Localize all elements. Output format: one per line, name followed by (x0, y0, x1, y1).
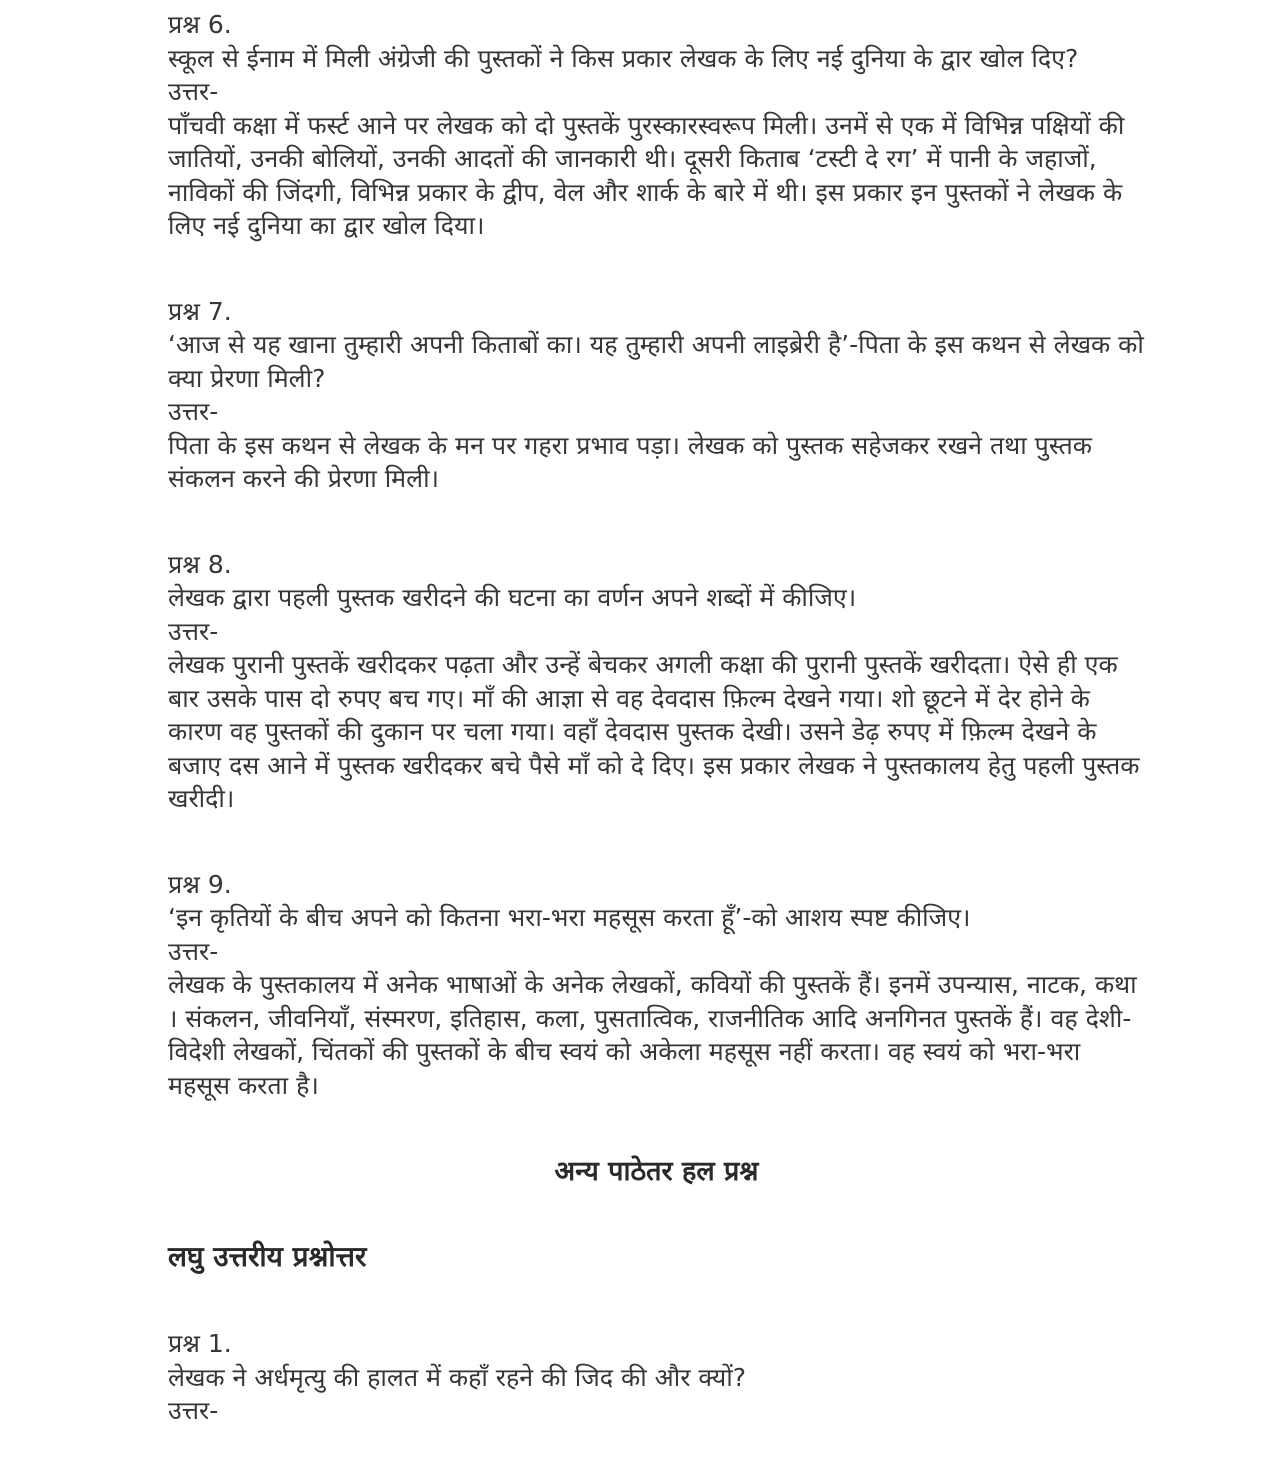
answer-label: उत्तर- (168, 397, 219, 426)
question-text: ‘आज से यह खाना तुम्हारी अपनी किताबों का। यह तुम्हारी अपनी लाइब्रेरी है’-पिता के इस कथन से लेखक को क्या प्रेरणा मिली? (168, 330, 1144, 393)
answer-text: पाँचवी कक्षा में फर्स्ट आने पर लेखक को दो पुस्तकें पुरस्कारस्वरूप मिली। उनमें से एक में विभिन्न पक्षियों की जातियों, उनकी बोलियों, उनकी आदतों की जानकारी थी। दूसरी किताब ‘टस्टी दे रग’ में पानी के जहाजों, नाविकों की जिंदगी, विभिन्न प्रकार के द्वीप, वेल और शार्क के बारे में थी। इस प्रकार इन पुस्तकों ने लेखक के लिए नई दुनिया का द्वार खोल दिया। (168, 110, 1125, 240)
question-text: स्कूल से ईनाम में मिली अंग्रेजी की पुस्तकों ने किस प्रकार लेखक के लिए नई दुनिया के द्वार खोल दिए? (168, 43, 1079, 73)
answer-label: उत्तर- (168, 77, 219, 106)
qa-block-q9 (168, 868, 1145, 1103)
qa-block-q8 (168, 548, 1145, 816)
qa-block-q7 (168, 295, 1145, 496)
qa-block-q1 (168, 1327, 1145, 1428)
question-label: प्रश्न 1. (168, 1329, 232, 1359)
question-label: प्रश्न 7. (168, 296, 232, 326)
question-label: प्रश्न 6. (168, 10, 232, 39)
answer-label: उत्तर- (168, 616, 219, 646)
question-text: ‘इन कृतियों के बीच अपने को कितना भरा-भरा महसूस करता हूँ’-को आशय स्पष्ट कीजिए। (168, 903, 971, 932)
answer-label: उत्तर- (168, 936, 219, 966)
question-label: प्रश्न 8. (168, 549, 232, 579)
answer-text: लेखक पुरानी पुस्तकें खरीदकर पढ़ता और उन्हें बेचकर अगली कक्षा की पुरानी पुस्तकें खरीदता। ऐसे ही एक बार उसके पास दो रुपए बच गए। माँ की आज्ञा से वह देवदास फ़िल्म देखने गया। शो छूटने में देर होने के कारण वह पुस्तकों की दुकान पर चला गया। वहाँ देवदास पुस्तक देखी। उसने डेढ़ रुपए में फ़िल्म देखने के बजाए दस आने में पुस्तक खरीदकर बचे पैसे माँ को दे दिए। इस प्रकार लेखक ने पुस्तकालय हेतु पहली पुस्तक खरीदी। (168, 650, 1140, 813)
qa-block-q6 (168, 8, 1145, 243)
question-label: प्रश्न 9. (168, 869, 232, 899)
subsection-heading: लघु उत्तरीय प्रश्नोत्तर (168, 1240, 367, 1274)
section-heading: अन्य पाठेतर हल प्रश्न (554, 1156, 759, 1187)
question-text: लेखक द्वारा पहली पुस्तक खरीदने की घटना का वर्णन अपने शब्दों में कीजिए। (168, 583, 857, 612)
question-text: लेखक ने अर्धमृत्यु की हालत में कहाँ रहने की जिद की और क्यों? (168, 1362, 746, 1392)
answer-label: उत्तर- (168, 1396, 219, 1426)
answer-text: पिता के इस कथन से लेखक के मन पर गहरा प्रभाव पड़ा। लेखक को पुस्तक सहेजकर रखने तथा पुस्तक संकलन करने की प्रेरणा मिली। (168, 430, 1092, 493)
answer-text: लेखक के पुस्तकालय में अनेक भाषाओं के अनेक लेखकों, कवियों की पुस्तकें हैं। इनमें उपन्यास, नाटक, कथा । संकलन, जीवनियाँ, संस्मरण, इतिहास, कला, पुसतात्विक, राजनीतिक आदि अनगिनत पुस्तकें हैं। वह देशी-विदेशी लेखकों, चिंतकों की पुस्तकों के बीच स्वयं को अकेला महसूस नहीं करता। वह स्वयं को भरा-भरा महसूस करता है। (168, 970, 1137, 1100)
